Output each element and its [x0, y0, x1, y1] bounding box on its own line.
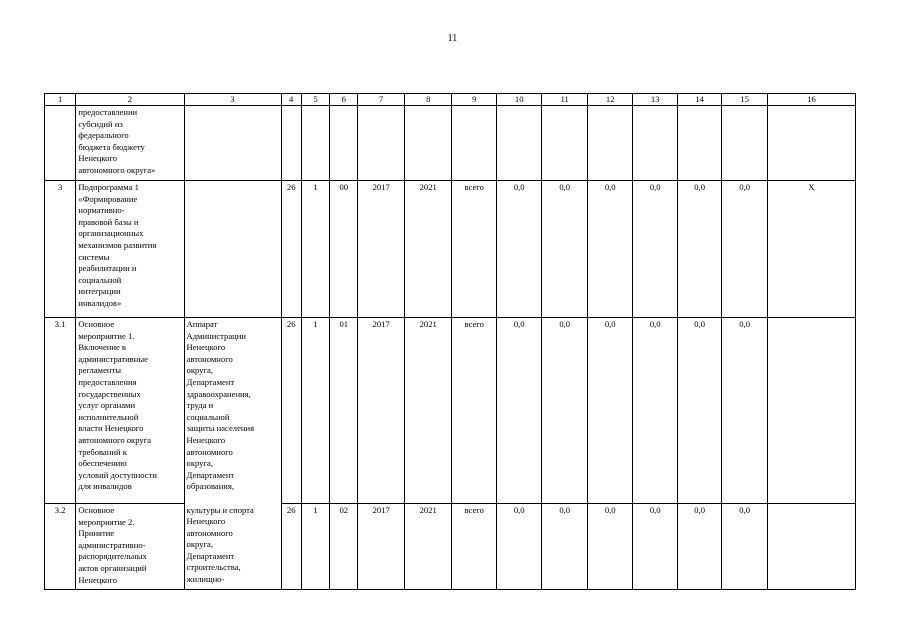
- cell-c4: 26: [281, 504, 301, 590]
- cell-c5: [301, 106, 329, 181]
- page-number: 11: [447, 33, 458, 44]
- cell-c13: 0,0: [633, 181, 677, 318]
- cell-c12: 0,0: [587, 181, 633, 318]
- table-row: [45, 318, 856, 504]
- cell-c13: [633, 106, 677, 181]
- cell-c15: 0,0: [722, 504, 768, 590]
- col-header: 16: [767, 94, 855, 106]
- col-header: 12: [587, 94, 633, 106]
- cell-c5: 1: [301, 504, 329, 590]
- cell-c6: 01: [330, 318, 358, 504]
- cell-c11: [542, 106, 588, 181]
- cell-c9: [452, 106, 496, 181]
- col-header: 15: [722, 94, 768, 106]
- col-header: 6: [330, 94, 358, 106]
- row-name: Основное мероприятие 2. Принятие административно- распорядительных актов организаций Ненецкого: [76, 504, 184, 590]
- cell-c9: всего: [452, 318, 496, 504]
- col-header: 9: [452, 94, 496, 106]
- cell-c9: всего: [452, 181, 496, 318]
- cell-c14: 0,0: [677, 504, 721, 590]
- cell-c16: X: [767, 181, 855, 318]
- row-executor: культуры и спорта Ненецкого автономного округа, Департамент строительства, жилищно-: [184, 504, 281, 590]
- table-row: [45, 106, 856, 181]
- cell-c11: 0,0: [542, 504, 588, 590]
- cell-c13: 0,0: [633, 504, 677, 590]
- cell-c4: 26: [281, 181, 301, 318]
- row-executor: Аппарат Администрации Ненецкого автономного округа, Департамент здравоохранения, труда и социальной защиты населения Ненецкого автономного округа, Департамент образования,: [184, 318, 281, 504]
- cell-c11: 0,0: [542, 318, 588, 504]
- cell-c12: 0,0: [587, 318, 633, 504]
- cell-c8: [404, 106, 452, 181]
- row-name: Основное мероприятие 1. Включение в административные регламенты предоставления государственных услуг органами исполнительной власти Ненецкого автономного округа требований к обеспечению условий доступности для инвалидов: [76, 318, 184, 504]
- col-header: 5: [301, 94, 329, 106]
- col-header: 11: [542, 94, 588, 106]
- program-table: [44, 93, 856, 590]
- row-id: 3: [45, 181, 76, 318]
- cell-c15: 0,0: [722, 181, 768, 318]
- cell-c7: 2017: [358, 318, 405, 504]
- cell-c12: [587, 106, 633, 181]
- col-header: 13: [633, 94, 677, 106]
- col-header: 8: [404, 94, 452, 106]
- cell-c14: 0,0: [677, 318, 721, 504]
- table-row: [45, 504, 856, 590]
- cell-c16: [767, 504, 855, 590]
- cell-c8: 2021: [404, 318, 452, 504]
- col-header: 7: [358, 94, 405, 106]
- table-row: [45, 181, 856, 318]
- col-header: 14: [677, 94, 721, 106]
- cell-c5: 1: [301, 181, 329, 318]
- row-name: Подпрограмма 1 «Формирование нормативно- правовой базы и организационных механизмов развития системы реабилитации и социальной интеграции инвалидов»: [76, 181, 184, 318]
- cell-c4: [281, 106, 301, 181]
- cell-c6: [330, 106, 358, 181]
- cell-c15: [722, 106, 768, 181]
- cell-c14: 0,0: [677, 181, 721, 318]
- col-header: 10: [496, 94, 542, 106]
- cell-c14: [677, 106, 721, 181]
- cell-c6: 00: [330, 181, 358, 318]
- row-executor: [184, 181, 281, 318]
- cell-c8: 2021: [404, 181, 452, 318]
- col-header: 3: [184, 94, 281, 106]
- row-name: предоставлении субсидий из федерального бюджета бюджету Ненецкого автономного округа»: [76, 106, 184, 181]
- row-id: 3.2: [45, 504, 76, 590]
- cell-c7: 2017: [358, 504, 405, 590]
- cell-c6: 02: [330, 504, 358, 590]
- cell-c11: 0,0: [542, 181, 588, 318]
- header-row: [45, 94, 856, 106]
- row-id: 3.1: [45, 318, 76, 504]
- cell-c12: 0,0: [587, 504, 633, 590]
- cell-c10: [496, 106, 542, 181]
- cell-c4: 26: [281, 318, 301, 504]
- cell-c10: 0,0: [496, 504, 542, 590]
- cell-c5: 1: [301, 318, 329, 504]
- cell-c16: [767, 106, 855, 181]
- row-id: [45, 106, 76, 181]
- col-header: 1: [45, 94, 76, 106]
- cell-c10: 0,0: [496, 318, 542, 504]
- cell-c16: [767, 318, 855, 504]
- col-header: 2: [76, 94, 184, 106]
- cell-c10: 0,0: [496, 181, 542, 318]
- col-header: 4: [281, 94, 301, 106]
- cell-c8: 2021: [404, 504, 452, 590]
- cell-c15: 0,0: [722, 318, 768, 504]
- cell-c7: 2017: [358, 181, 405, 318]
- row-executor: [184, 106, 281, 181]
- cell-c13: 0,0: [633, 318, 677, 504]
- cell-c7: [358, 106, 405, 181]
- cell-c9: всего: [452, 504, 496, 590]
